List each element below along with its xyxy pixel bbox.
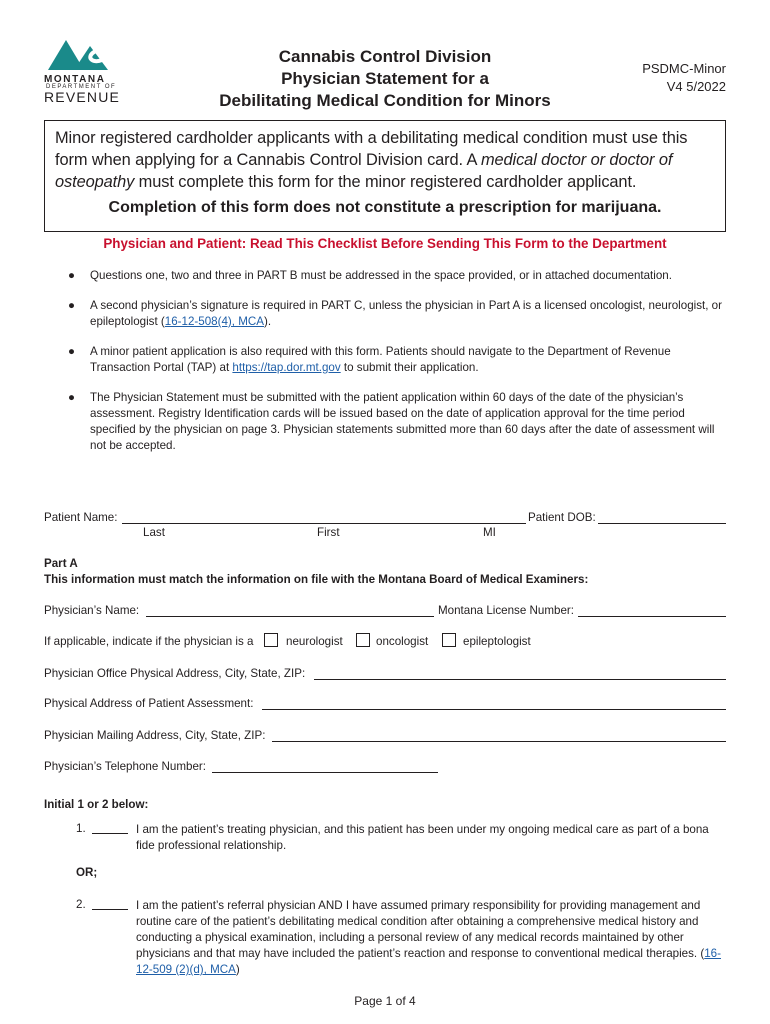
physician-name-label: Physician’s Name: xyxy=(44,604,140,617)
license-number-field[interactable] xyxy=(578,616,726,617)
title-line-3: Debilitating Medical Condition for Minors xyxy=(219,91,551,110)
patient-name-field[interactable] xyxy=(122,523,526,524)
office-address-field[interactable] xyxy=(314,679,726,680)
intro-box xyxy=(44,120,726,232)
logo-text-montana: MONTANA xyxy=(44,74,106,85)
telephone-field[interactable] xyxy=(212,772,438,773)
office-address-label: Physician Office Physical Address, City, State, ZIP: xyxy=(44,667,306,680)
middle-initial-caption: MI xyxy=(483,526,496,539)
option-1-initial-field[interactable] xyxy=(92,833,128,834)
checklist-item: ● Questions one, two and three in PART B must be addressed in the space provided, or in attached documentation. xyxy=(68,269,672,282)
epileptologist-checkbox[interactable] xyxy=(442,633,456,647)
option-1-text: I am the patient’s treating physician, and this patient has been under my ongoing medical care as part of a bona fide professional relationship. xyxy=(136,823,709,852)
specialty-label: If applicable, indicate if the physician is a xyxy=(44,635,254,648)
title-line-1: Cannabis Control Division xyxy=(278,47,492,66)
assessment-address-label: Physical Address of Patient Assessment: xyxy=(44,697,254,710)
patient-dob-label: Patient DOB: xyxy=(528,511,596,524)
prescription-notice: Completion of this form does not constitute a prescription for marijuana. xyxy=(108,199,662,216)
checklist-item: ● The Physician Statement must be submitted with the patient application within 60 days of the date of the physician’s assessment. Registry Identification cards will be issued based on the date of application approval for the time period specified by the physician on page 3. Physician statements submitted more than 60 days after the date of assessment will not be accepted. xyxy=(68,391,715,452)
intro-text: Minor registered cardholder applicants with a debilitating medical condition must use this form when applying for a Cannabis Control Division card. A medical doctor or doctor of osteopathy must complete this form for the minor registered cardholder applicant. xyxy=(55,129,688,191)
logo-text-department: DEPARTMENT OF xyxy=(46,84,117,90)
part-a-heading: Part A xyxy=(44,557,78,570)
patient-name-label: Patient Name: xyxy=(44,511,118,524)
checklist-item: ● A second physician’s signature is required in PART C, unless the physician in Part A is a licensed oncologist, neurologist, or epileptologist (16-12-508(4), MCA). xyxy=(68,299,722,328)
title-line-2: Physician Statement for a xyxy=(281,69,489,88)
patient-dob-field[interactable] xyxy=(598,523,726,524)
logo-text-revenue: REVENUE xyxy=(44,89,121,105)
mailing-address-field[interactable] xyxy=(272,741,726,742)
last-name-caption: Last xyxy=(143,526,165,539)
epileptologist-label: epileptologist xyxy=(463,635,531,648)
physician-name-field[interactable] xyxy=(146,616,434,617)
part-a-subheading: This information must match the information on file with the Montana Board of Medical Examiners: xyxy=(44,573,589,586)
oncologist-checkbox[interactable] xyxy=(356,633,370,647)
telephone-label: Physician’s Telephone Number: xyxy=(44,760,206,773)
option-2-text: I am the patient’s referral physician AND I have assumed primary responsibility for providing management and routine care of the patient’s debilitating medical condition after obtaining a comprehensive medical history and conducting a physical examination, including a personal review of any medical records maintained by other physicians and that may have included the patient’s reaction and response to conventional medical therapies. (16-12-509 (2)(d), MCA) xyxy=(136,899,721,976)
page-number: Page 1 of 4 xyxy=(354,994,416,1008)
form-title xyxy=(200,46,570,112)
form-id-code: PSDMC-Minor xyxy=(642,61,726,76)
option-2-number: 2. xyxy=(76,898,86,911)
option-1-number: 1. xyxy=(76,822,86,835)
mailing-address-label: Physician Mailing Address, City, State, ZIP: xyxy=(44,729,266,742)
checklist-heading: Physician and Patient: Read This Checklist Before Sending This Form to the Department xyxy=(103,236,667,251)
tap-portal-link[interactable]: https://tap.dor.mt.gov xyxy=(232,361,341,374)
initial-heading: Initial 1 or 2 below: xyxy=(44,798,149,811)
form-id xyxy=(600,60,726,96)
oncologist-label: oncologist xyxy=(376,635,429,648)
option-2-initial-field[interactable] xyxy=(92,909,128,910)
license-number-label: Montana License Number: xyxy=(438,604,574,617)
mca-link-16-12-508[interactable]: 16-12-508(4), MCA xyxy=(164,315,264,328)
assessment-address-field[interactable] xyxy=(262,709,726,710)
neurologist-checkbox[interactable] xyxy=(264,633,278,647)
form-version: V4 5/2022 xyxy=(666,79,726,94)
checklist xyxy=(62,268,732,468)
or-label: OR; xyxy=(76,866,98,879)
first-name-caption: First xyxy=(317,526,340,539)
mca-link-16-12-509[interactable]: 16-12-509 (2)(d), MCA xyxy=(136,947,721,976)
neurologist-label: neurologist xyxy=(286,635,343,648)
checklist-item: ● A minor patient application is also required with this form. Patients should navigate to the Department of Revenue Transaction Portal (TAP) at https://tap.dor.mt.gov to submit their application. xyxy=(68,345,671,374)
